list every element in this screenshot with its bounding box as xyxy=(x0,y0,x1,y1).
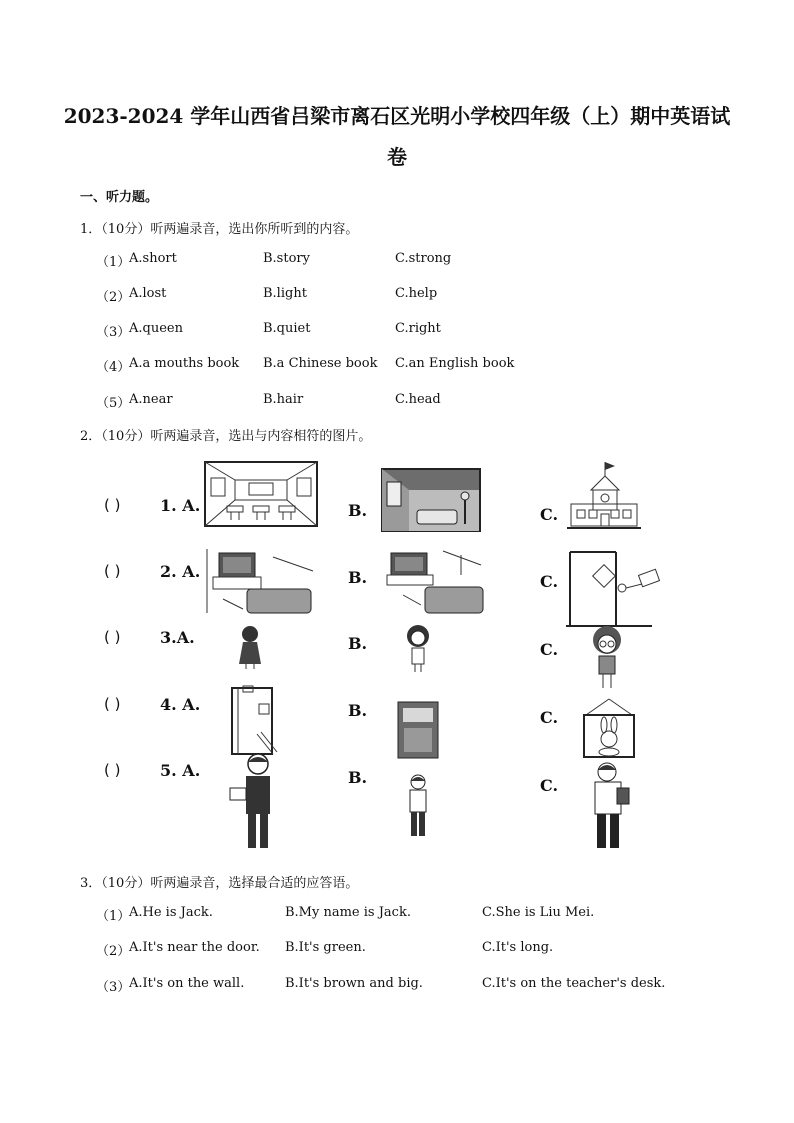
answer-blank[interactable]: ( ) xyxy=(104,695,121,713)
option-c: C.right xyxy=(395,321,441,336)
picture-label-b: B. xyxy=(348,501,368,520)
picture-label-b: B. xyxy=(348,701,368,720)
question-2-stem: 2．（10分）听两遍录音，选出与内容相符的图片。 xyxy=(80,429,372,444)
option-number: （2） xyxy=(96,944,131,959)
option-b: B.It's green. xyxy=(285,940,366,955)
option-a: A.queen xyxy=(129,321,183,336)
answer-blank[interactable]: ( ) xyxy=(104,628,121,646)
picture-label-c: C. xyxy=(540,505,559,524)
option-a: A.It's near the door. xyxy=(129,940,260,955)
option-a: A.short xyxy=(129,251,177,266)
living-room-icon[interactable] xyxy=(381,468,481,532)
option-b: B.hair xyxy=(263,392,304,407)
option-a: A.It's on the wall. xyxy=(129,976,245,991)
classroom-icon[interactable] xyxy=(203,460,319,528)
option-number: （1） xyxy=(96,255,131,270)
teacher-man-icon[interactable] xyxy=(228,752,284,852)
picture-label-b: B. xyxy=(348,568,368,587)
storybook-icon[interactable] xyxy=(396,700,440,760)
option-a: A.lost xyxy=(129,286,167,301)
option-number: （3） xyxy=(96,325,131,340)
option-c: C.It's on the teacher's desk. xyxy=(482,976,666,991)
option-b: B.quiet xyxy=(263,321,311,336)
picture-label-c: C. xyxy=(540,776,559,795)
option-c: C.head xyxy=(395,392,441,407)
door-key-icon[interactable] xyxy=(566,548,666,628)
option-c: C.help xyxy=(395,286,438,301)
picture-label-b: B. xyxy=(348,634,368,653)
option-number: （4） xyxy=(96,360,131,375)
girl-icon[interactable] xyxy=(400,624,436,674)
picture-label-a: 1. A. xyxy=(160,496,201,515)
answer-blank[interactable]: ( ) xyxy=(104,562,121,580)
option-number: （5） xyxy=(96,396,131,411)
option-number: （1） xyxy=(96,909,131,924)
picture-label-c: C. xyxy=(540,708,559,727)
girl-glasses-icon[interactable] xyxy=(589,624,625,692)
picture-label-c: C. xyxy=(540,572,559,591)
option-b: B.a Chinese book xyxy=(263,356,378,371)
page-title-continued: 卷 xyxy=(387,145,407,169)
girl-back-icon[interactable] xyxy=(235,624,265,670)
option-c: C.She is Liu Mei. xyxy=(482,905,595,920)
option-a: A.near xyxy=(129,392,173,407)
picture-label-a: 2. A. xyxy=(160,562,201,581)
man-holding-book-icon[interactable] xyxy=(587,760,631,852)
school-building-icon[interactable] xyxy=(565,460,643,532)
sofa-room-icon[interactable] xyxy=(381,547,485,617)
picture-label-a: 3.A. xyxy=(160,628,195,647)
notebook-icon[interactable] xyxy=(229,684,279,758)
answer-blank[interactable]: ( ) xyxy=(104,761,121,779)
option-a: A.a mouths book xyxy=(129,356,240,371)
option-b: B.My name is Jack. xyxy=(285,905,411,920)
option-c: C.strong xyxy=(395,251,452,266)
question-1-stem: 1．（10分）听两遍录音，选出你所听到的内容。 xyxy=(80,222,359,237)
picture-label-c: C. xyxy=(540,640,559,659)
question-3-stem: 3．（10分）听两遍录音，选择最合适的应答语。 xyxy=(80,876,359,891)
option-c: C.an English book xyxy=(395,356,515,371)
tv-cabinet-icon[interactable] xyxy=(203,547,319,615)
picture-label-b: B. xyxy=(348,768,368,787)
option-number: （2） xyxy=(96,290,131,305)
option-c: C.It's long. xyxy=(482,940,554,955)
page-title: 2023-2024 学年山西省吕梁市离石区光明小学校四年级（上）期中英语试 xyxy=(63,104,731,128)
answer-blank[interactable]: ( ) xyxy=(104,496,121,514)
boy-icon[interactable] xyxy=(404,773,432,839)
option-b: B.It's brown and big. xyxy=(285,976,423,991)
option-b: B.light xyxy=(263,286,307,301)
option-number: （3） xyxy=(96,980,131,995)
option-b: B.story xyxy=(263,251,310,266)
picture-label-a: 4. A. xyxy=(160,695,201,714)
option-a: A.He is Jack. xyxy=(129,905,213,920)
picture-label-a: 5. A. xyxy=(160,761,201,780)
section-heading-listening: 一、听力题。 xyxy=(80,190,159,205)
bunny-picture-icon[interactable] xyxy=(580,697,638,759)
